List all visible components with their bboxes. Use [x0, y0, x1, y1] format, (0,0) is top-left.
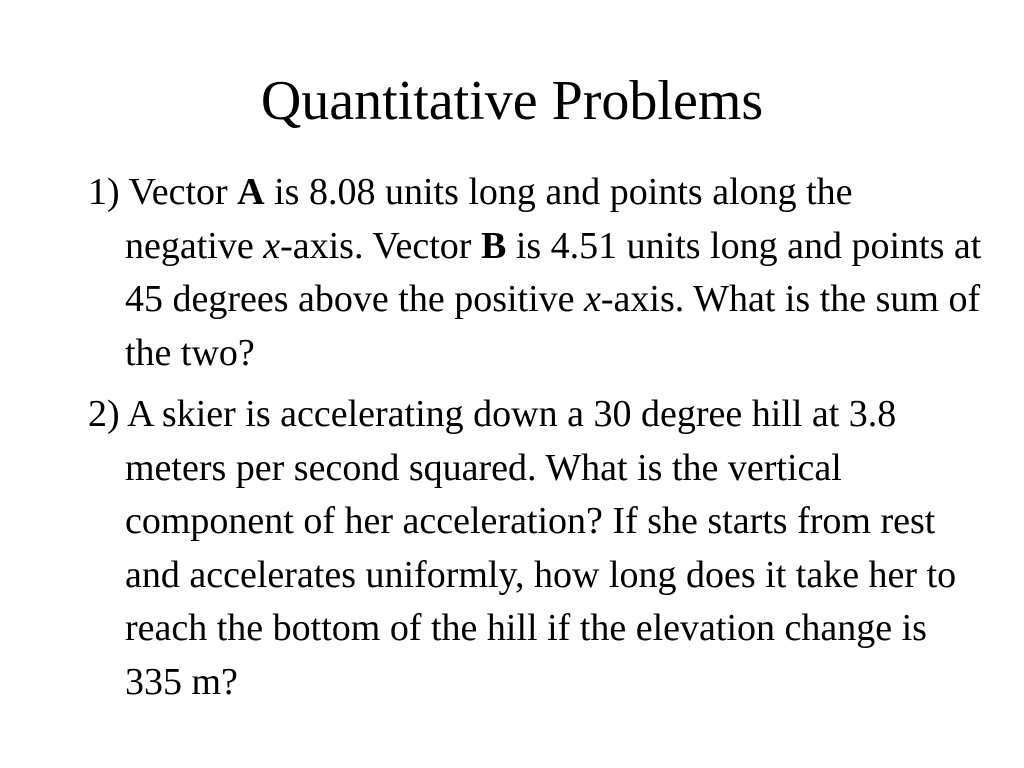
x-axis-variable: x: [263, 224, 281, 267]
x-axis-variable: x: [584, 278, 601, 320]
problem-text-segment: -axis. What is the sum of the two?: [125, 278, 981, 374]
slide-title: Quantitative Problems: [260, 70, 764, 132]
problem-text-segment: A skier is accelerating down a 30 degree hill at 3.8 meters per second squared. What is the vertical component of her acceleration? If she starts from rest and accelerates uniformly, how long does it take her to reach the bottom of the hill if the elevation change is 335 m?: [125, 393, 957, 703]
problem-number: 1): [88, 171, 120, 213]
problem-number: 2): [88, 393, 120, 435]
problem-text-segment: is 8.08 units long and points along the negative: [125, 171, 853, 267]
problem-text-segment: -axis. Vector: [280, 224, 481, 267]
problem-text-segment: is 4.51 units long and points at 45 degrees above the positive: [125, 224, 982, 320]
problem-1: [88, 166, 988, 380]
problem-text-segment: Vector: [128, 171, 238, 213]
problem-2: [88, 388, 988, 709]
vector-a-label: A: [237, 171, 265, 213]
problem-list: [88, 166, 988, 717]
vector-b-label: B: [480, 224, 507, 267]
